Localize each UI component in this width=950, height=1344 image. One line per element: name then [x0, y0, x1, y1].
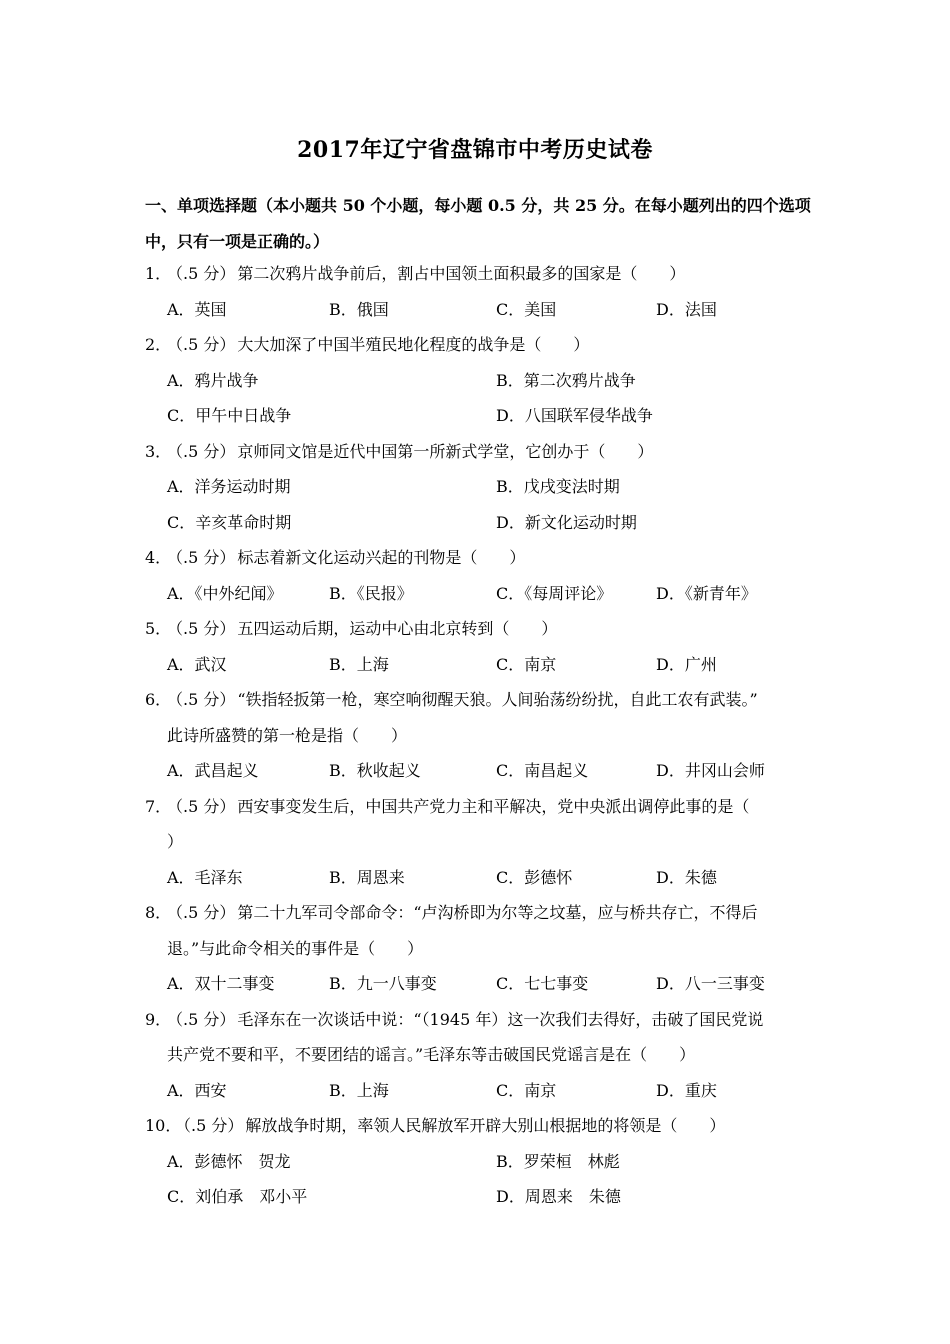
options-row — [145, 363, 817, 399]
options-row — [145, 398, 817, 434]
option-a: A．鸦片战争 — [167, 370, 259, 390]
option-c: C．南昌起义 — [496, 761, 589, 780]
question-number: 6． — [145, 690, 172, 709]
question-text-continued: 共产党不要和平，不要团结的谣言。”毛泽东等击破国民党谣言是在（ ） — [167, 1045, 696, 1064]
question-stem — [145, 611, 817, 647]
question-score: （.5 分） — [167, 619, 236, 638]
option-c: C．七七事变 — [496, 974, 589, 993]
question-score: （.5 分） — [167, 548, 236, 567]
question-text: 西安事变发生后，中国共产党力主和平解决，党中央派出调停此事的是（ — [237, 796, 750, 816]
option-c: C．彭德怀 — [496, 867, 573, 887]
question-score: （.5 分） — [175, 1116, 244, 1135]
question-score: （.5 分） — [167, 1009, 236, 1029]
option-a: A．西安 — [167, 1080, 227, 1100]
option-b: B．上海 — [329, 654, 389, 674]
question-text: 第二次鸦片战争前后，割占中国领土面积最多的国家是（ ） — [237, 264, 686, 283]
question-score: （.5 分） — [167, 796, 236, 816]
option-d: D．广州 — [656, 654, 717, 674]
question-stem — [145, 540, 817, 576]
question-7 — [145, 789, 817, 896]
section-heading — [145, 188, 815, 260]
option-c: C．刘伯承 邓小平 — [167, 1187, 308, 1206]
option-a: A．武昌起义 — [167, 761, 259, 780]
question-score: （.5 分） — [167, 264, 236, 283]
question-text: 标志着新文化运动兴起的刊物是（ ） — [237, 548, 526, 567]
question-list — [145, 256, 817, 1215]
question-number: 3． — [145, 441, 172, 461]
option-c: C．甲午中日战争 — [167, 406, 292, 425]
question-stem — [145, 1002, 817, 1038]
question-text: 京师同文馆是近代中国第一所新式学堂，它创办于（ ） — [237, 441, 654, 461]
option-b: B．九一八事变 — [329, 974, 437, 993]
question-1 — [145, 256, 817, 327]
question-stem — [145, 327, 817, 363]
options-row — [145, 647, 817, 683]
option-b: B．周恩来 — [329, 867, 405, 887]
option-a: A．武汉 — [167, 654, 227, 674]
option-d: D．法国 — [656, 299, 717, 319]
option-a: A．英国 — [167, 299, 227, 319]
option-b: B．第二次鸦片战争 — [496, 370, 636, 390]
question-stem — [145, 789, 817, 825]
question-text: 五四运动后期，运动中心由北京转到（ ） — [237, 619, 558, 638]
question-number: 7． — [145, 796, 172, 816]
question-text: 解放战争时期，率领人民解放军开辟大别山根据地的将领是（ ） — [245, 1116, 726, 1135]
option-b: B．上海 — [329, 1080, 389, 1100]
options-row — [145, 860, 817, 896]
options-row — [145, 966, 817, 1002]
question-text: “铁指轻扳第一枪，寒空响彻醒天狼。人间骀荡纷纷扰，自此工农有武装。” — [237, 690, 758, 709]
question-score: （.5 分） — [167, 335, 236, 354]
question-5 — [145, 611, 817, 682]
question-text: 大大加深了中国半殖民地化程度的战争是（ ） — [237, 335, 590, 354]
question-stem — [145, 682, 817, 718]
options-row — [145, 1179, 817, 1215]
question-number: 5． — [145, 619, 172, 638]
option-a: A．双十二事变 — [167, 974, 275, 993]
question-2 — [145, 327, 817, 434]
question-text-continued: 退。”与此命令相关的事件是（ ） — [167, 938, 424, 958]
question-text-continued: 此诗所盛赞的第一枪是指（ ） — [167, 725, 408, 745]
question-stem — [145, 434, 817, 470]
option-c: C．美国 — [496, 299, 557, 319]
option-b: B．罗荣桓 林彪 — [496, 1151, 620, 1171]
question-8 — [145, 895, 817, 1002]
question-number: 4． — [145, 548, 172, 567]
question-4 — [145, 540, 817, 611]
option-d: D．八一三事变 — [656, 974, 765, 993]
options-row — [145, 753, 817, 789]
options-row — [145, 1073, 817, 1109]
question-stem — [145, 1108, 817, 1144]
option-c: C．《每周评论》 — [496, 583, 613, 603]
question-score: （.5 分） — [167, 903, 236, 922]
option-b: B．《民报》 — [329, 583, 413, 603]
options-row — [145, 505, 817, 541]
question-9 — [145, 1002, 817, 1109]
question-text: 毛泽东在一次谈话中说：“（1945 年）这一次我们去得好，击破了国民党说 — [237, 1009, 764, 1029]
options-row — [145, 1144, 817, 1180]
option-d: D．新文化运动时期 — [496, 512, 637, 532]
question-number: 1． — [145, 264, 172, 283]
question-text-continued: ） — [167, 832, 184, 851]
question-number: 9． — [145, 1009, 172, 1029]
question-number: 10． — [145, 1116, 182, 1135]
option-d: D．朱德 — [656, 867, 717, 887]
option-d: D．重庆 — [656, 1080, 717, 1100]
option-c: C．南京 — [496, 1080, 557, 1100]
question-stem — [145, 256, 817, 292]
question-text: 第二十九军司令部命令：“卢沟桥即为尔等之坟墓，应与桥共存亡，不得后 — [237, 903, 758, 922]
option-d: D．八国联军侵华战争 — [496, 406, 653, 425]
option-a: A．彭德怀 贺龙 — [167, 1151, 291, 1171]
option-b: B．秋收起义 — [329, 761, 421, 780]
option-d: D．井冈山会师 — [656, 761, 765, 780]
question-score: （.5 分） — [167, 441, 236, 461]
section-heading-line-2: 中，只有一项是正确的。） — [145, 232, 330, 251]
option-d: D．《新青年》 — [656, 583, 757, 603]
options-row — [145, 469, 817, 505]
question-10 — [145, 1108, 817, 1215]
option-a: A．《中外纪闻》 — [167, 583, 283, 603]
option-c: C．南京 — [496, 654, 557, 674]
options-row — [145, 292, 817, 328]
section-heading-line-1: 一、单项选择题（本小题共 50 个小题，每小题 0.5 分，共 25 分。在每小题列出的四个选项 — [145, 196, 811, 215]
question-stem — [145, 895, 817, 931]
option-a: A．毛泽东 — [167, 867, 243, 887]
option-b: B．戊戌变法时期 — [496, 477, 620, 496]
question-6 — [145, 682, 817, 789]
question-number: 8． — [145, 903, 172, 922]
question-3 — [145, 434, 817, 541]
option-c: C．辛亥革命时期 — [167, 512, 292, 532]
question-number: 2． — [145, 335, 172, 354]
option-d: D．周恩来 朱德 — [496, 1187, 621, 1206]
question-score: （.5 分） — [167, 690, 236, 709]
option-a: A．洋务运动时期 — [167, 477, 291, 496]
page-title: 2017年辽宁省盘锦市中考历史试卷 — [297, 137, 653, 163]
options-row — [145, 576, 817, 612]
option-b: B．俄国 — [329, 299, 389, 319]
